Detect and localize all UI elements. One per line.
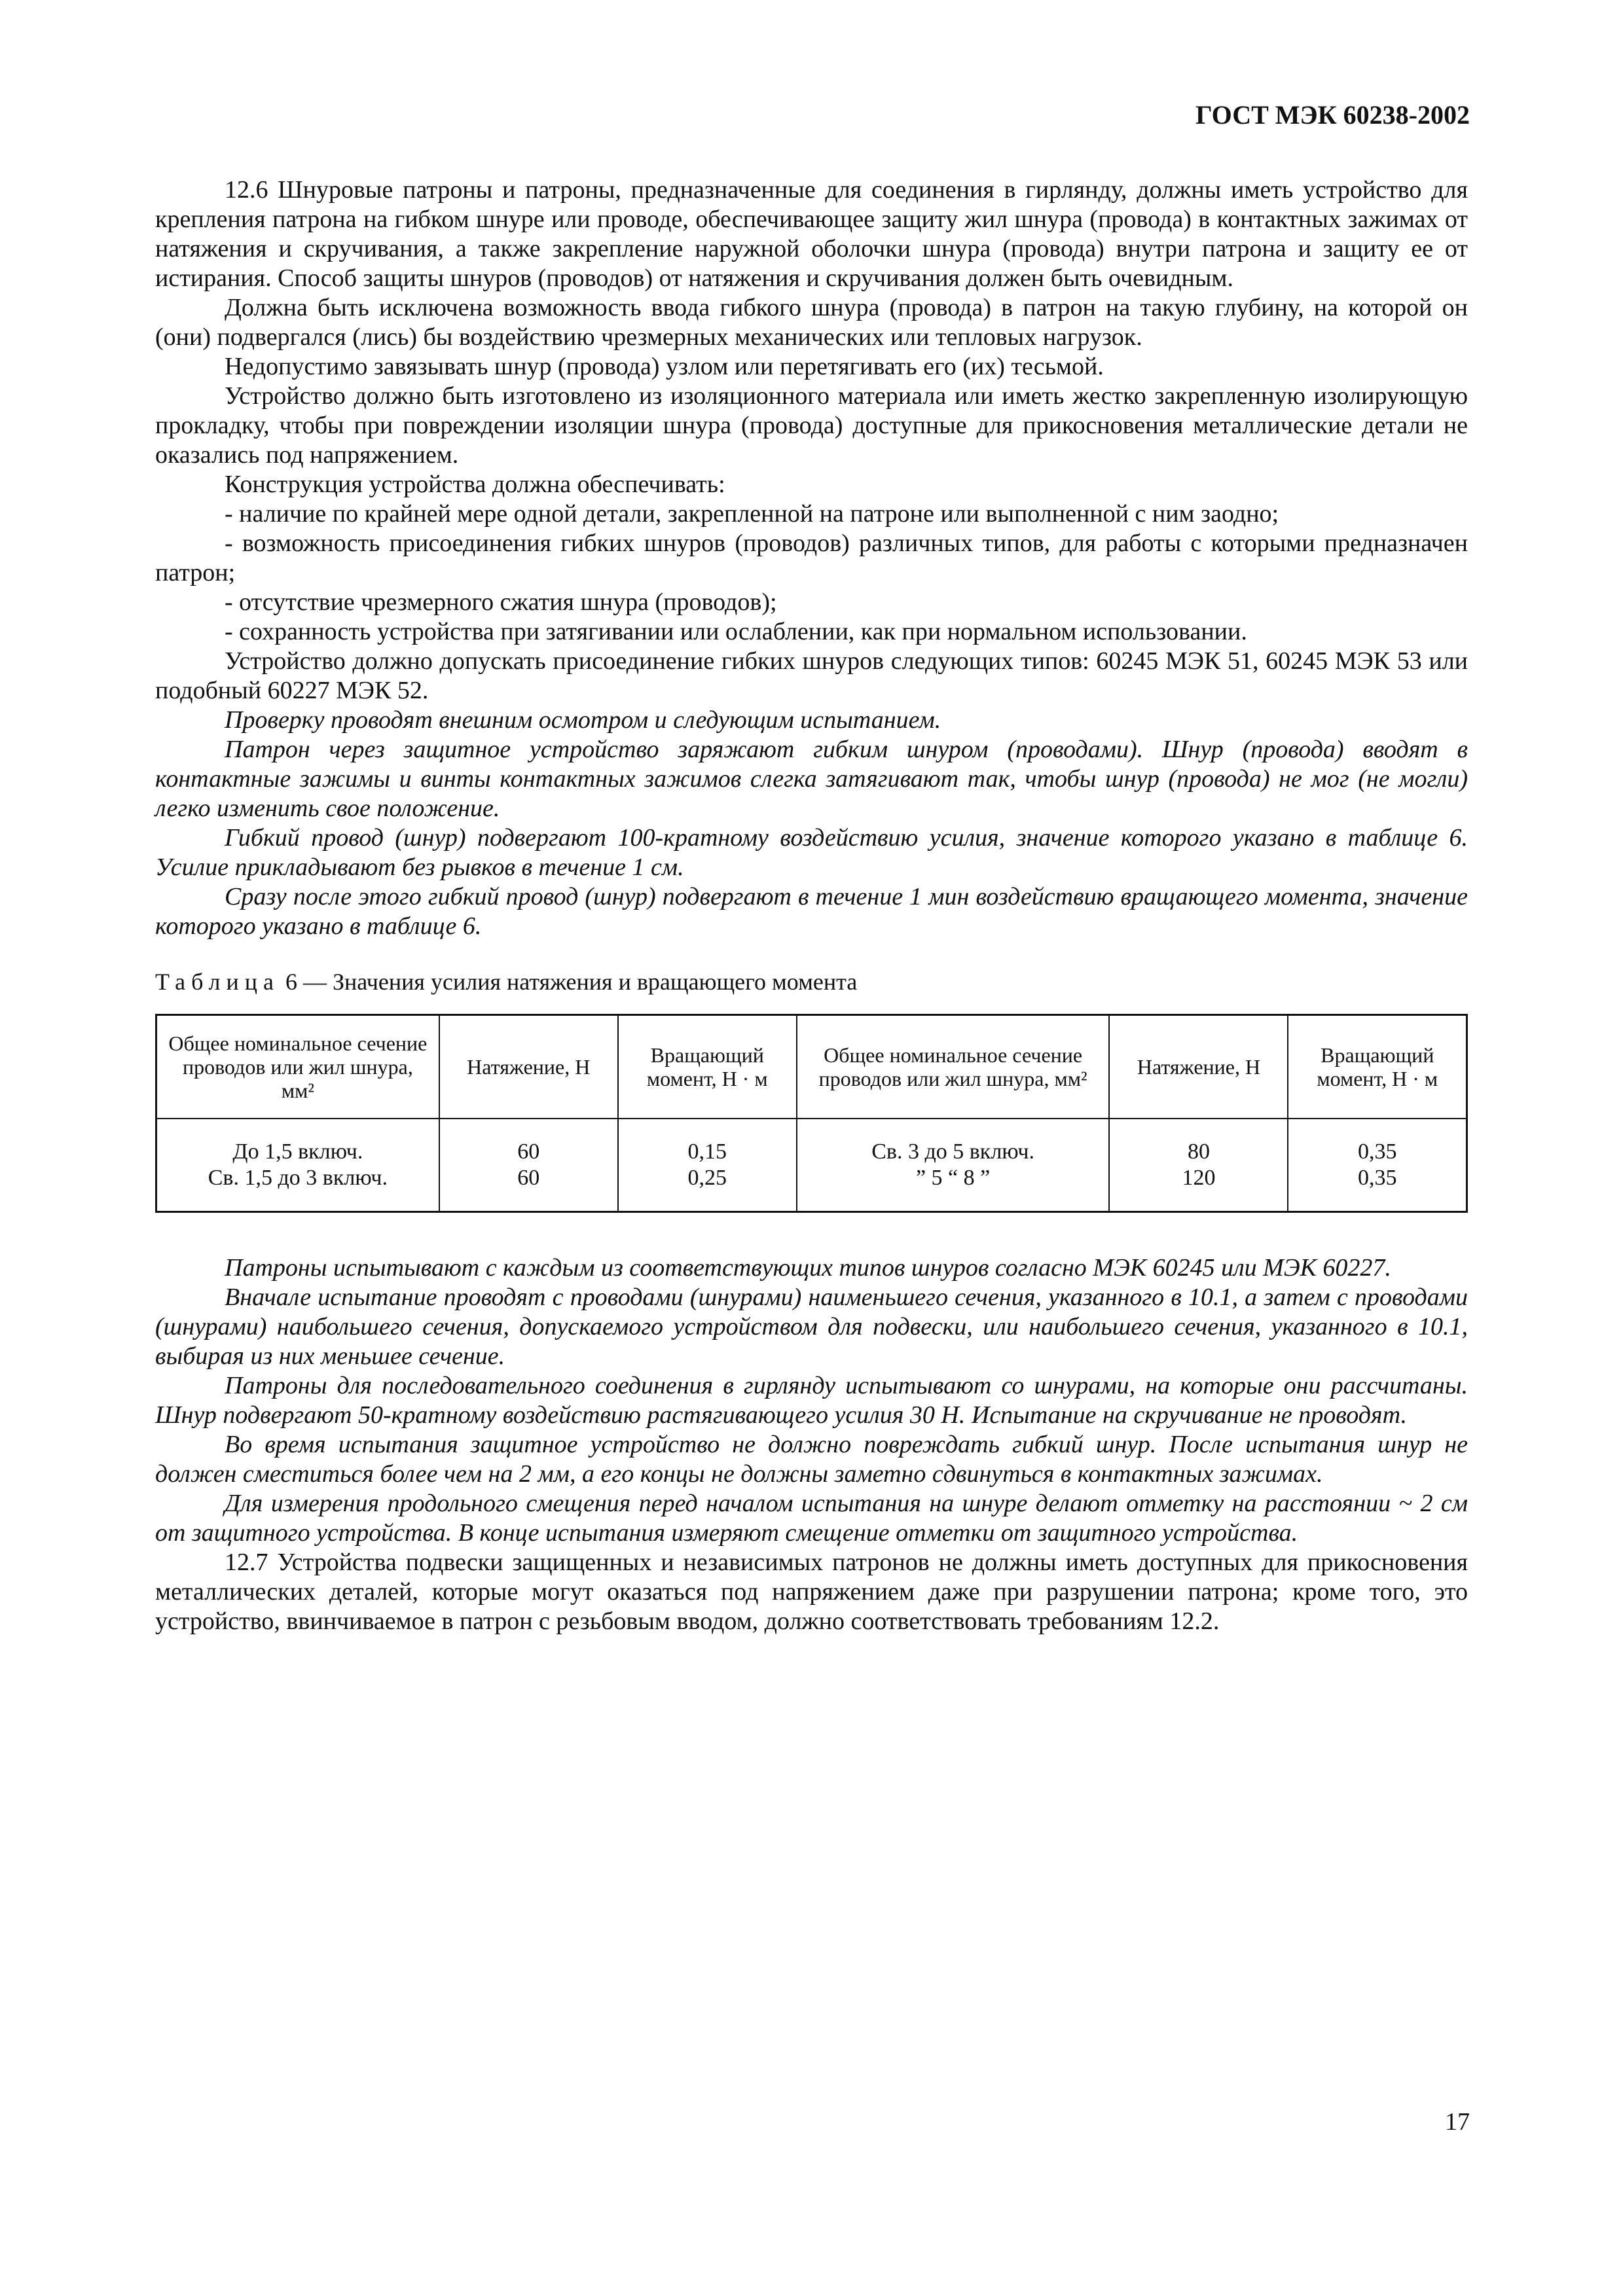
col-header-tension: Натяжение, Н [439,1015,618,1119]
paragraph: Устройство должно допускать присоединение гибких шнуров следующих типов: 60245 МЭК 51, 60245 МЭК 53 или подобный 60227 МЭК 52. [155,647,1468,704]
table-caption-text: 6 — Значения усилия натяжения и вращающего момента [285,969,858,995]
cell-value: Св. 3 до 5 включ. [871,1139,1034,1164]
test-paragraph: Сразу после этого гибкий провод (шнур) подвергают в течение 1 мин воздействию вращающего момента, значение которого указано в таблице 6. [155,883,1468,940]
table-caption-label: Таблица [155,969,280,995]
cell-value: 0,35 [1357,1139,1397,1164]
cell-value: Св. 1,5 до 3 включ. [208,1166,388,1190]
paragraph: Должна быть исключена возможность ввода гибкого шнура (провода) в патрон на такую глубину, на которой он (они) подвергался (лись) бы воздействию чрезмерных механических или тепловых нагрузок. [155,294,1468,351]
paragraph-12-6: 12.6 Шнуровые патроны и патроны, предназначенные для соединения в гирлянду, должны иметь устройство для крепления патрона на гибком шнуре или проводе, обеспечивающее защиту жил шнура (провода) в контактных зажимах от натяжения и скручивания, а также закрепление наружной оболочки шнура (провода) внутри патрона и защиту ее от истирания. Способ защиты шнуров (проводов) от натяжения и скручивания должен быть очевидным. [155,176,1468,292]
table-cell [1109,1119,1288,1212]
paragraph-12-7: 12.7 Устройства подвески защищенных и независимых патронов не должны иметь доступных для прикосновения металлических деталей, которые могут оказаться под напряжением даже при разрушении патрона; кроме того, это устройство, ввинчиваемое в патрон с резьбовым вводом, должно соответствовать требованиям 12.2. [155,1549,1468,1635]
cell-value: 0,35 [1357,1166,1397,1190]
table-cell [797,1119,1110,1212]
cell-value: 120 [1182,1166,1216,1190]
list-item: - отсутствие чрезмерного сжатия шнура (проводов); [225,588,777,616]
test-paragraph: Для измерения продольного смещения перед началом испытания на шнуре делают отметку на расстоянии ~ 2 см от защитного устройства. В конце испытания измеряют смещение отметки от защитного устройства. [155,1490,1468,1547]
page-content [155,175,1468,1636]
table-cell [1288,1119,1467,1212]
cell-value: 0,15 [687,1139,727,1164]
cell-value: 60 [517,1139,540,1164]
test-paragraph: Патроны для последовательного соединения в гирлянду испытывают со шнурами, на которые они рассчитаны. Шнур подвергают 50-кратному воздействию растягивающего усилия 30 Н. Испытание на скручивание не проводят. [155,1372,1468,1429]
cell-value: 80 [1187,1139,1210,1164]
list-item: - наличие по крайней мере одной детали, закрепленной на патроне или выполненной с ним заодно; [225,500,1279,528]
table-caption [155,967,1468,997]
cell-value: ” 5 “ 8 ” [915,1166,991,1190]
table-cell [439,1119,618,1212]
table-row [156,1119,1467,1212]
cell-value: 60 [517,1166,540,1190]
col-header-cross-section: Общее номинальное сечение проводов или жил шнура, мм² [156,1015,439,1119]
list-item: - возможность присоединения гибких шнуров (проводов) различных типов, для работы с которыми предназначен патрон; [155,529,1468,586]
table-cell [618,1119,797,1212]
cell-value: 0,25 [687,1166,727,1190]
page-number: 17 [1445,2108,1470,2136]
test-paragraph: Во время испытания защитное устройство не должно повреждать гибкий шнур. После испытания шнур не должен сместиться более чем на 2 мм, а его концы не должны заметно сдвинуться в контактных зажимах. [155,1431,1468,1488]
col-header-torque: Вращающий момент, Н · м [618,1015,797,1119]
standard-header: ГОСТ МЭК 60238-2002 [1195,100,1470,130]
paragraph: Недопустимо завязывать шнур (провода) узлом или перетягивать его (их) тесьмой. [225,353,1104,380]
test-paragraph: Патрон через защитное устройство заряжают гибким шнуром (проводами). Шнур (провода) вводят в контактные зажимы и винты контактных зажимов слегка затягивают так, чтобы шнур (провода) не мог (не могли) легко изменить свое положение. [155,736,1468,822]
col-header-tension: Натяжение, Н [1109,1015,1288,1119]
paragraph: Устройство должно быть изготовлено из изоляционного материала или иметь жестко закрепленную изолирующую прокладку, чтобы при повреждении изоляции шнура (провода) доступные для прикосновения металлические детали не оказались под напряжением. [155,382,1468,469]
col-header-torque: Вращающий момент, Н · м [1288,1015,1467,1119]
test-paragraph: Патроны испытывают с каждым из соответствующих типов шнуров согласно МЭК 60245 или МЭК 60227. [225,1254,1391,1282]
test-paragraph: Гибкий провод (шнур) подвергают 100-кратному воздействию усилия, значение которого указано в таблице 6. Усилие прикладывают без рывков в течение 1 см. [155,824,1468,881]
paragraph: Конструкция устройства должна обеспечивать: [225,471,725,498]
test-paragraph: Проверку проводят внешним осмотром и следующим испытанием. [225,706,941,734]
table-6 [155,1014,1468,1213]
cell-value: До 1,5 включ. [232,1139,363,1164]
col-header-cross-section: Общее номинальное сечение проводов или жил шнура, мм² [797,1015,1110,1119]
list-item: - сохранность устройства при затягивании или ослаблении, как при нормальном использовании. [225,618,1247,645]
test-paragraph: Вначале испытание проводят с проводами (шнурами) наименьшего сечения, указанного в 10.1, а затем с проводами (шнурами) наибольшего сечения, допускаемого устройством для подвески, или наибольшего сечения, указанного в 10.1, выбирая из них меньшее сечение. [155,1283,1468,1370]
table-cell [156,1119,439,1212]
